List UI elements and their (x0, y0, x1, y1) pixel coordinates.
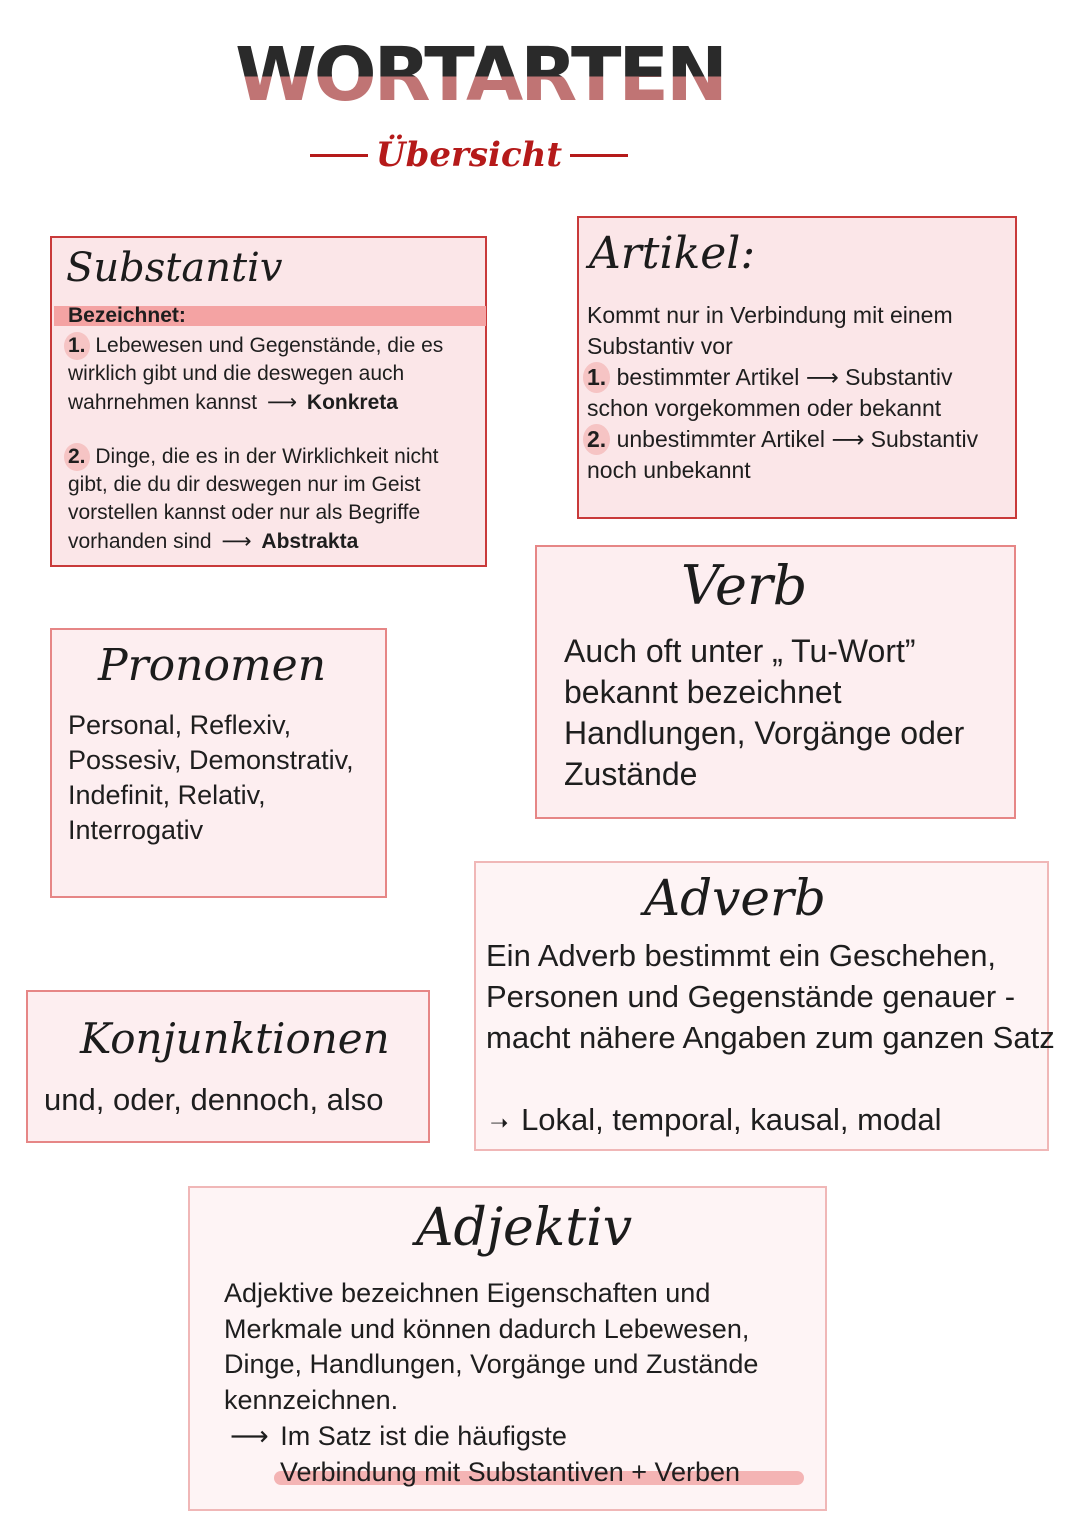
adverb-heading: Adverb (644, 869, 826, 927)
arrow-icon: ➝ (490, 1111, 509, 1136)
adverb-text: Ein Adverb bestimmt ein Geschehen, Personen und Gegenstände genauer - macht nähere Angaben zum ganzen Satz (486, 938, 1055, 1055)
adjektiv-note-line-2: Verbindung mit Substantiven + Verben (280, 1457, 741, 1487)
substantiv-item-1: 1. Lebewesen und Gegenstände, die es wirklich gibt und die deswegen auch wahrnehmen kannst ⟶ Konkreta (68, 332, 480, 417)
subtitle-line-right (570, 154, 628, 157)
page-title: WORTARTEN (0, 38, 960, 112)
arrow-icon: ⟶ (230, 1421, 269, 1452)
substantiv-label: Bezeichnet: (54, 306, 486, 326)
subtitle-row (310, 132, 628, 178)
card-adverb (474, 861, 1055, 1151)
adjektiv-heading: Adjektiv (416, 1198, 633, 1258)
page-subtitle: Übersicht (375, 135, 563, 175)
artikel-intro: Kommt nur in Verbindung mit einem Substantiv vor (587, 302, 953, 359)
card-verb (535, 545, 1016, 819)
card-adjektiv (188, 1186, 827, 1511)
card-pronomen (50, 628, 387, 898)
adverb-list: ➝ Lokal, temporal, kausal, modal (490, 1102, 942, 1137)
subtitle-line-left (310, 154, 368, 157)
konjunktionen-heading: Konjunktionen (80, 1014, 390, 1063)
pronomen-text: Personal, Reflexiv, Possesiv, Demonstrativ, Indefinit, Relativ, Interrogativ (68, 710, 354, 845)
card-substantiv (50, 236, 487, 567)
card-artikel (577, 216, 1017, 519)
verb-heading: Verb (681, 554, 808, 617)
verb-text: Auch oft unter „ Tu-Wort” bekannt bezeichnet Handlungen, Vorgänge oder Zustände (564, 633, 965, 792)
konjunktionen-text: und, oder, dennoch, also (44, 1082, 384, 1117)
artikel-item-1: 1. bestimmter Artikel ⟶ Substantiv schon vorgekommen oder bekannt (587, 362, 1013, 424)
pronomen-heading: Pronomen (98, 640, 327, 691)
substantiv-heading: Substantiv (66, 245, 283, 291)
card-konjunktionen (26, 990, 430, 1143)
artikel-item-2: 2. unbestimmter Artikel ⟶ Substantiv noch unbekannt (587, 424, 1017, 486)
adjektiv-note: ⟶ Im Satz ist die häufigste (230, 1421, 567, 1452)
adjektiv-text: Adjektive bezeichnen Eigenschaften und Merkmale und können dadurch Lebewesen, Dinge, Handlungen, Vorgänge und Zustände kennzeichnen. (224, 1278, 759, 1415)
substantiv-item-2: 2. Dinge, die es in der Wirklichkeit nicht gibt, die du dir deswegen nur im Geist vorstellen kannst oder nur als Begriffe vorhanden sind ⟶ Abstrakta (68, 443, 480, 556)
artikel-heading: Artikel: (589, 228, 756, 279)
